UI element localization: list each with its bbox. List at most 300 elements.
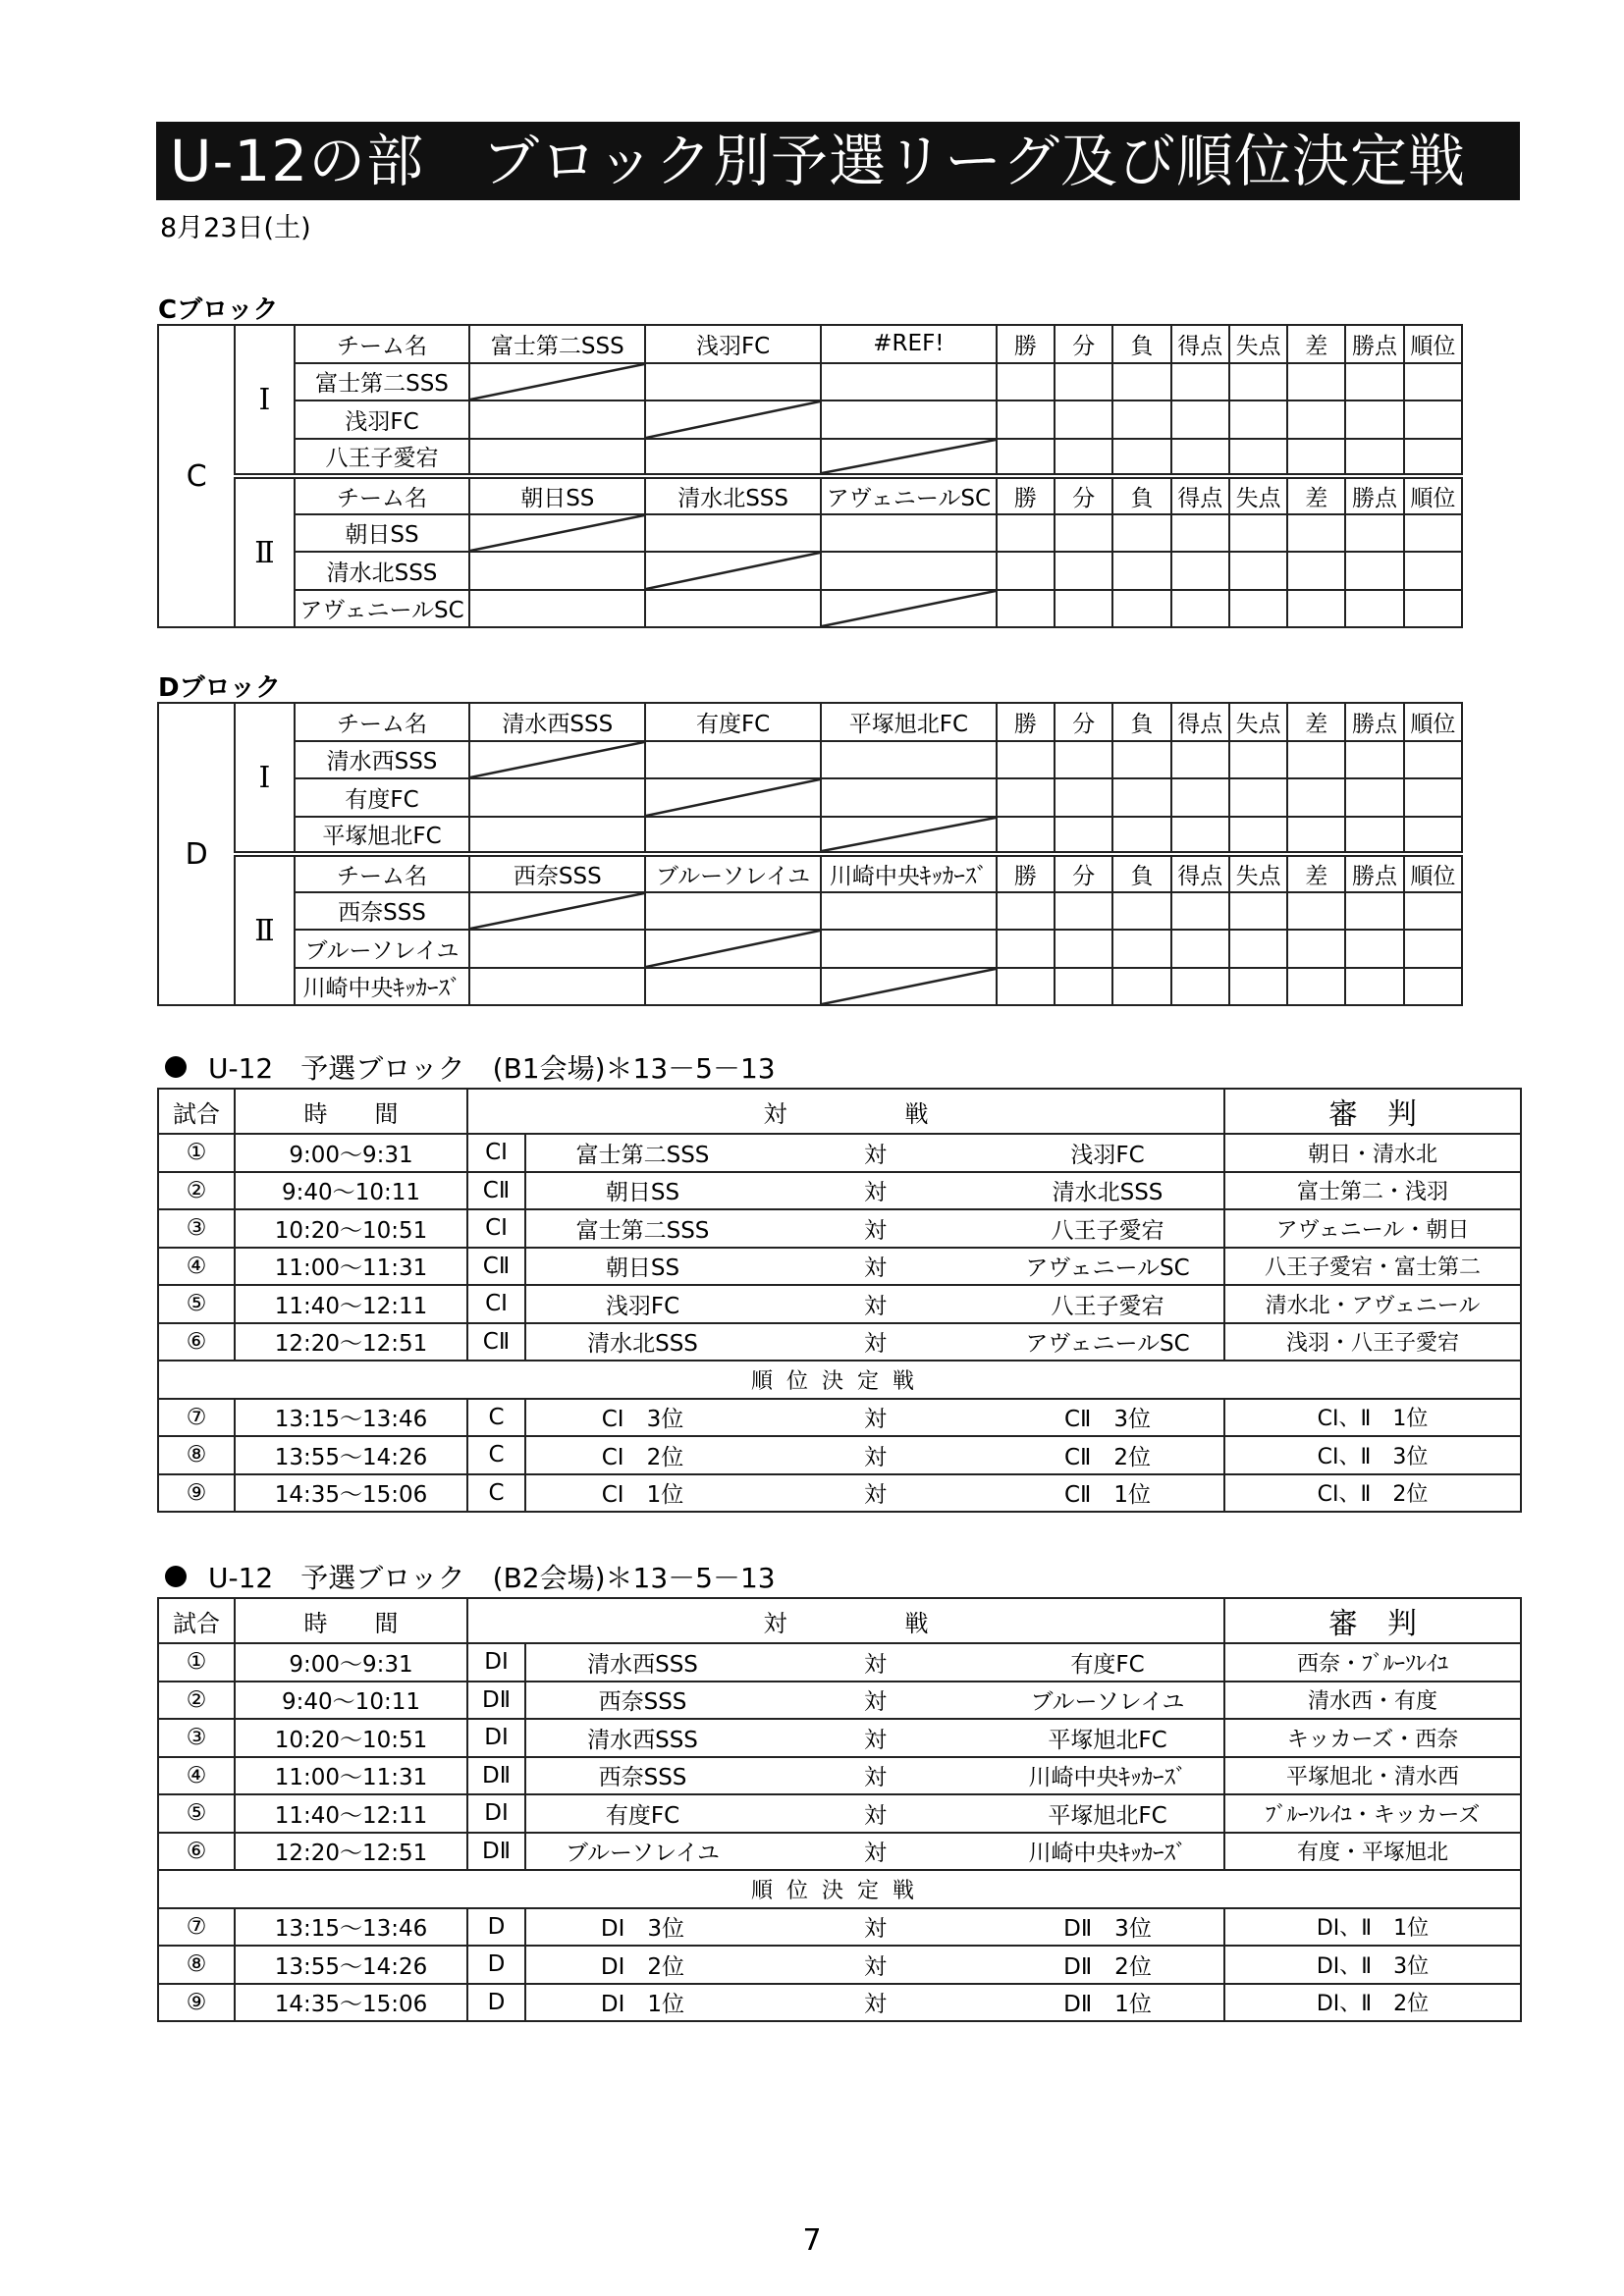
stat-cell [1112, 892, 1170, 931]
stat-header: 勝点 [1345, 703, 1403, 741]
result-cell [645, 968, 821, 1006]
stat-cell [1229, 817, 1287, 855]
match-group: CⅡ [467, 1248, 525, 1286]
standings-table [157, 702, 1463, 1006]
versus-label: 対 [759, 1946, 992, 1984]
stat-cell [997, 439, 1055, 477]
match-row [158, 1436, 1521, 1474]
self-match-cell [645, 778, 821, 817]
stat-cell [1055, 439, 1112, 477]
versus-label: 対 [759, 1172, 992, 1210]
home-team: DⅠ 2位 [525, 1946, 759, 1984]
time-header: 時 間 [235, 1089, 467, 1134]
referee-header: 審 判 [1224, 1089, 1521, 1134]
stat-cell [1055, 968, 1112, 1006]
standings-team-row [158, 817, 1462, 855]
match-number: ⑤ [158, 1285, 235, 1323]
referee: 平塚旭北・清水西 [1224, 1757, 1521, 1795]
stat-cell [1404, 439, 1462, 477]
stat-cell [1404, 892, 1462, 931]
result-cell [645, 590, 821, 628]
group-number: Ⅱ [235, 854, 294, 1005]
versus-label: 対 [759, 1719, 992, 1757]
match-number: ① [158, 1134, 235, 1172]
stat-cell [1171, 892, 1229, 931]
group-number: Ⅰ [235, 703, 294, 854]
stat-header: 分 [1055, 476, 1112, 514]
page-title: U-12の部 ブロック別予選リーグ及び順位決定戦 [156, 122, 1520, 200]
team-name: 清水北SSS [295, 552, 470, 590]
away-team: アヴェニールSC [992, 1248, 1224, 1286]
referee: キッカーズ・西奈 [1224, 1719, 1521, 1757]
stat-header: 勝 [997, 703, 1055, 741]
block-label: Dブロック [158, 673, 282, 703]
match-group: DⅠ [467, 1643, 525, 1682]
stat-header: 勝点 [1345, 325, 1403, 363]
stat-cell [1345, 400, 1403, 439]
standings-team-row [158, 930, 1462, 968]
stat-header: 勝点 [1345, 476, 1403, 514]
schedule-title-text: U-12 予選ブロック (B2会場)＊13－5－13 [208, 1562, 776, 1594]
match-time: 11:00～11:31 [235, 1757, 467, 1795]
stat-cell [1229, 741, 1287, 779]
match-time: 12:20～12:51 [235, 1833, 467, 1871]
stat-cell [1345, 514, 1403, 553]
team-name-header: チーム名 [295, 703, 470, 741]
referee: 有度・平塚旭北 [1224, 1833, 1521, 1871]
home-team: 西奈SSS [525, 1757, 759, 1795]
match-row [158, 1719, 1521, 1757]
stat-cell [1112, 778, 1170, 817]
schedule-title [165, 1047, 776, 1087]
ranking-divider-row [158, 1361, 1521, 1399]
away-team: 浅羽FC [992, 1134, 1224, 1172]
standings-team-row [158, 552, 1462, 590]
stat-header: 得点 [1171, 703, 1229, 741]
home-team: 浅羽FC [525, 1285, 759, 1323]
stat-cell [1112, 514, 1170, 553]
result-cell [645, 817, 821, 855]
match-time: 9:40～10:11 [235, 1172, 467, 1210]
stat-cell [997, 930, 1055, 968]
result-cell [821, 930, 997, 968]
result-cell [469, 930, 645, 968]
standings-team-row [158, 590, 1462, 628]
stat-cell [1055, 363, 1112, 401]
stat-cell [1404, 400, 1462, 439]
stat-cell [1171, 817, 1229, 855]
away-team: DⅡ 3位 [992, 1908, 1224, 1947]
match-group: D [467, 1946, 525, 1984]
standings-header-row [158, 325, 1462, 363]
stat-cell [1404, 363, 1462, 401]
away-team: DⅡ 2位 [992, 1946, 1224, 1984]
page-number: 7 [802, 2223, 822, 2258]
away-team: アヴェニールSC [992, 1323, 1224, 1362]
self-match-cell [821, 817, 997, 855]
away-team: 清水北SSS [992, 1172, 1224, 1210]
team-name: 西奈SSS [295, 892, 470, 931]
match-group: DⅠ [467, 1719, 525, 1757]
team-name-header: チーム名 [295, 854, 470, 892]
referee-header: 審 判 [1224, 1598, 1521, 1643]
standings-header-row [158, 476, 1462, 514]
result-cell [469, 552, 645, 590]
match-row [158, 1984, 1521, 2022]
match-time: 11:40～12:11 [235, 1794, 467, 1833]
stat-header: 得点 [1171, 476, 1229, 514]
stat-header: 失点 [1229, 476, 1287, 514]
standings-team-row [158, 439, 1462, 477]
match-group: DⅡ [467, 1833, 525, 1871]
referee: 朝日・清水北 [1224, 1134, 1521, 1172]
standings-team-row [158, 968, 1462, 1006]
stat-cell [1055, 590, 1112, 628]
match-time: 14:35～15:06 [235, 1984, 467, 2022]
stat-cell [1404, 930, 1462, 968]
opponent-header: #REF! [821, 325, 997, 363]
match-time: 13:55～14:26 [235, 1436, 467, 1474]
result-cell [821, 552, 997, 590]
stat-cell [1229, 590, 1287, 628]
match-schedule-table [157, 1597, 1522, 2022]
match-number: ⑦ [158, 1399, 235, 1437]
match-group: CⅠ [467, 1209, 525, 1248]
match-row [158, 1794, 1521, 1833]
stat-cell [1229, 968, 1287, 1006]
away-team: 平塚旭北FC [992, 1719, 1224, 1757]
result-cell [821, 778, 997, 817]
match-row [158, 1682, 1521, 1720]
stat-cell [997, 892, 1055, 931]
match-date: 8月23日(土) [160, 213, 311, 243]
standings-table [157, 324, 1463, 628]
versus-label: 対 [759, 1134, 992, 1172]
versus-label: 対 [759, 1682, 992, 1720]
match-number: ④ [158, 1248, 235, 1286]
stat-header: 順位 [1404, 703, 1462, 741]
match-row [158, 1474, 1521, 1513]
stat-cell [1112, 363, 1170, 401]
self-match-cell [469, 741, 645, 779]
stat-cell [1345, 439, 1403, 477]
match-row [158, 1209, 1521, 1248]
match-group: CⅡ [467, 1172, 525, 1210]
versus-label: 対 [759, 1436, 992, 1474]
stat-header: 負 [1112, 325, 1170, 363]
home-team: 富士第二SSS [525, 1134, 759, 1172]
stat-cell [1229, 439, 1287, 477]
ranking-label: 順位決定戦 [158, 1361, 1521, 1399]
versus-label: 対 [759, 1643, 992, 1682]
referee: 富士第二・浅羽 [1224, 1172, 1521, 1210]
team-name-header: チーム名 [295, 325, 470, 363]
stat-cell [1287, 363, 1345, 401]
stat-cell [997, 817, 1055, 855]
stat-cell [1345, 778, 1403, 817]
stat-header: 失点 [1229, 703, 1287, 741]
standings-team-row [158, 741, 1462, 779]
stat-cell [1055, 778, 1112, 817]
stat-cell [1171, 363, 1229, 401]
opponent-header: 西奈SSS [469, 854, 645, 892]
match-row [158, 1323, 1521, 1362]
team-name: 川崎中央ｷｯｶｰｽﾞ [295, 968, 470, 1006]
match-time: 11:00～11:31 [235, 1248, 467, 1286]
stat-header: 差 [1287, 854, 1345, 892]
match-row [158, 1833, 1521, 1871]
team-name: 八王子愛宕 [295, 439, 470, 477]
stat-header: 負 [1112, 476, 1170, 514]
stat-cell [1287, 552, 1345, 590]
match-row [158, 1399, 1521, 1437]
referee: 浅羽・八王子愛宕 [1224, 1323, 1521, 1362]
stat-cell [1171, 968, 1229, 1006]
game-header: 試合 [158, 1089, 235, 1134]
referee: DⅠ、Ⅱ 3位 [1224, 1946, 1521, 1984]
schedule-header-row [158, 1598, 1521, 1643]
match-number: ② [158, 1172, 235, 1210]
match-number: ⑨ [158, 1984, 235, 2022]
self-match-cell [469, 892, 645, 931]
stat-header: 得点 [1171, 854, 1229, 892]
match-schedule-table [157, 1088, 1522, 1513]
match-group: D [467, 1984, 525, 2022]
stat-cell [1287, 930, 1345, 968]
match-time: 13:15～13:46 [235, 1908, 467, 1947]
match-time: 13:55～14:26 [235, 1946, 467, 1984]
stat-cell [1229, 363, 1287, 401]
stat-cell [1287, 400, 1345, 439]
opponent-header: 清水北SSS [645, 476, 821, 514]
away-team: 川崎中央ｷｯｶｰｽﾞ [992, 1757, 1224, 1795]
match-number: ⑥ [158, 1323, 235, 1362]
versus-label: 対 [759, 1399, 992, 1437]
schedule-header-row [158, 1089, 1521, 1134]
block-letter: D [158, 703, 235, 1005]
result-cell [469, 968, 645, 1006]
team-name: 浅羽FC [295, 400, 470, 439]
stat-cell [1112, 552, 1170, 590]
result-cell [469, 590, 645, 628]
self-match-cell [645, 552, 821, 590]
stat-cell [1229, 930, 1287, 968]
stat-cell [1112, 741, 1170, 779]
result-cell [645, 741, 821, 779]
versus-label: 対 [759, 1474, 992, 1513]
versus-label: 対 [759, 1984, 992, 2022]
stat-cell [1345, 741, 1403, 779]
bullet-icon [165, 1566, 187, 1587]
result-cell [821, 400, 997, 439]
match-group: C [467, 1436, 525, 1474]
referee: CⅠ、Ⅱ 2位 [1224, 1474, 1521, 1513]
stat-cell [1171, 400, 1229, 439]
stat-cell [1404, 968, 1462, 1006]
self-match-cell [821, 439, 997, 477]
stat-cell [1055, 817, 1112, 855]
match-number: ③ [158, 1719, 235, 1757]
away-team: 川崎中央ｷｯｶｰｽﾞ [992, 1833, 1224, 1871]
group-number: Ⅱ [235, 476, 294, 627]
stat-header: 分 [1055, 703, 1112, 741]
match-number: ① [158, 1643, 235, 1682]
home-team: CⅠ 3位 [525, 1399, 759, 1437]
result-cell [821, 892, 997, 931]
opponent-header: 浅羽FC [645, 325, 821, 363]
away-team: 有度FC [992, 1643, 1224, 1682]
self-match-cell [645, 400, 821, 439]
referee: ﾌﾞﾙｰｿﾚｲﾕ・キッカーズ [1224, 1794, 1521, 1833]
standings-team-row [158, 363, 1462, 401]
referee: 清水北・アヴェニール [1224, 1285, 1521, 1323]
match-group: DⅡ [467, 1682, 525, 1720]
stat-cell [1345, 968, 1403, 1006]
block-letter: C [158, 325, 235, 627]
stat-header: 順位 [1404, 854, 1462, 892]
team-name: ブルーソレイユ [295, 930, 470, 968]
team-name: 有度FC [295, 778, 470, 817]
match-header: 対 戦 [467, 1089, 1224, 1134]
away-team: CⅡ 1位 [992, 1474, 1224, 1513]
match-time: 12:20～12:51 [235, 1323, 467, 1362]
home-team: 清水西SSS [525, 1719, 759, 1757]
block-label: Cブロック [158, 295, 279, 325]
schedule-title [165, 1557, 776, 1596]
stat-cell [1171, 590, 1229, 628]
match-group: CⅠ [467, 1134, 525, 1172]
opponent-header: アヴェニールSC [821, 476, 997, 514]
match-number: ③ [158, 1209, 235, 1248]
stat-cell [1171, 778, 1229, 817]
team-name-header: チーム名 [295, 476, 470, 514]
stat-cell [1112, 590, 1170, 628]
stat-cell [1345, 930, 1403, 968]
stat-cell [1229, 552, 1287, 590]
versus-label: 対 [759, 1209, 992, 1248]
match-number: ⑥ [158, 1833, 235, 1871]
stat-header: 勝 [997, 854, 1055, 892]
versus-label: 対 [759, 1285, 992, 1323]
stat-header: 得点 [1171, 325, 1229, 363]
result-cell [469, 817, 645, 855]
stat-cell [1112, 439, 1170, 477]
match-time: 13:15～13:46 [235, 1399, 467, 1437]
team-name: 朝日SS [295, 514, 470, 553]
match-group: C [467, 1399, 525, 1437]
match-number: ⑨ [158, 1474, 235, 1513]
team-name: アヴェニールSC [295, 590, 470, 628]
stat-cell [1287, 778, 1345, 817]
referee: 清水西・有度 [1224, 1682, 1521, 1720]
match-time: 9:40～10:11 [235, 1682, 467, 1720]
stat-cell [1055, 892, 1112, 931]
stat-header: 勝点 [1345, 854, 1403, 892]
group-number: Ⅰ [235, 325, 294, 476]
stat-header: 順位 [1404, 325, 1462, 363]
result-cell [645, 514, 821, 553]
opponent-header: 清水西SSS [469, 703, 645, 741]
match-group: D [467, 1908, 525, 1947]
team-name: 平塚旭北FC [295, 817, 470, 855]
match-number: ④ [158, 1757, 235, 1795]
stat-cell [997, 968, 1055, 1006]
stat-header: 勝 [997, 325, 1055, 363]
home-team: CⅠ 2位 [525, 1436, 759, 1474]
match-header: 対 戦 [467, 1598, 1224, 1643]
stat-cell [1404, 514, 1462, 553]
stat-cell [1404, 590, 1462, 628]
match-number: ② [158, 1682, 235, 1720]
versus-label: 対 [759, 1794, 992, 1833]
match-group: CⅡ [467, 1323, 525, 1362]
away-team: 八王子愛宕 [992, 1209, 1224, 1248]
stat-header: 失点 [1229, 854, 1287, 892]
team-name: 富士第二SSS [295, 363, 470, 401]
match-group: DⅡ [467, 1757, 525, 1795]
home-team: DⅠ 1位 [525, 1984, 759, 2022]
stat-header: 分 [1055, 854, 1112, 892]
referee: 八王子愛宕・富士第二 [1224, 1248, 1521, 1286]
stat-cell [1171, 514, 1229, 553]
self-match-cell [821, 968, 997, 1006]
stat-cell [1345, 892, 1403, 931]
stat-cell [1287, 514, 1345, 553]
match-row [158, 1643, 1521, 1682]
result-cell [821, 514, 997, 553]
stat-cell [1112, 930, 1170, 968]
versus-label: 対 [759, 1757, 992, 1795]
stat-cell [1171, 439, 1229, 477]
stat-cell [1112, 817, 1170, 855]
away-team: DⅡ 1位 [992, 1984, 1224, 2022]
stat-cell [1055, 741, 1112, 779]
match-number: ⑦ [158, 1908, 235, 1947]
match-time: 14:35～15:06 [235, 1474, 467, 1513]
referee: 西奈・ﾌﾞﾙｰｿﾚｲﾕ [1224, 1643, 1521, 1682]
stat-cell [1229, 400, 1287, 439]
result-cell [469, 778, 645, 817]
stat-cell [997, 778, 1055, 817]
versus-label: 対 [759, 1323, 992, 1362]
stat-cell [1345, 552, 1403, 590]
result-cell [821, 741, 997, 779]
stat-cell [1229, 892, 1287, 931]
stat-cell [1404, 817, 1462, 855]
standings-team-row [158, 892, 1462, 931]
stat-cell [997, 514, 1055, 553]
match-row [158, 1134, 1521, 1172]
result-cell [469, 439, 645, 477]
match-time: 10:20～10:51 [235, 1209, 467, 1248]
stat-header: 分 [1055, 325, 1112, 363]
match-row [158, 1757, 1521, 1795]
stat-cell [1287, 892, 1345, 931]
referee: CⅠ、Ⅱ 1位 [1224, 1399, 1521, 1437]
self-match-cell [469, 363, 645, 401]
versus-label: 対 [759, 1248, 992, 1286]
match-row [158, 1172, 1521, 1210]
stat-header: 勝 [997, 476, 1055, 514]
standings-team-row [158, 778, 1462, 817]
schedule-title-text: U-12 予選ブロック (B1会場)＊13－5－13 [208, 1052, 776, 1085]
standings-header-row [158, 854, 1462, 892]
ranking-label: 順位決定戦 [158, 1870, 1521, 1908]
stat-cell [1055, 930, 1112, 968]
stat-cell [997, 363, 1055, 401]
stat-cell [997, 590, 1055, 628]
match-number: ⑤ [158, 1794, 235, 1833]
